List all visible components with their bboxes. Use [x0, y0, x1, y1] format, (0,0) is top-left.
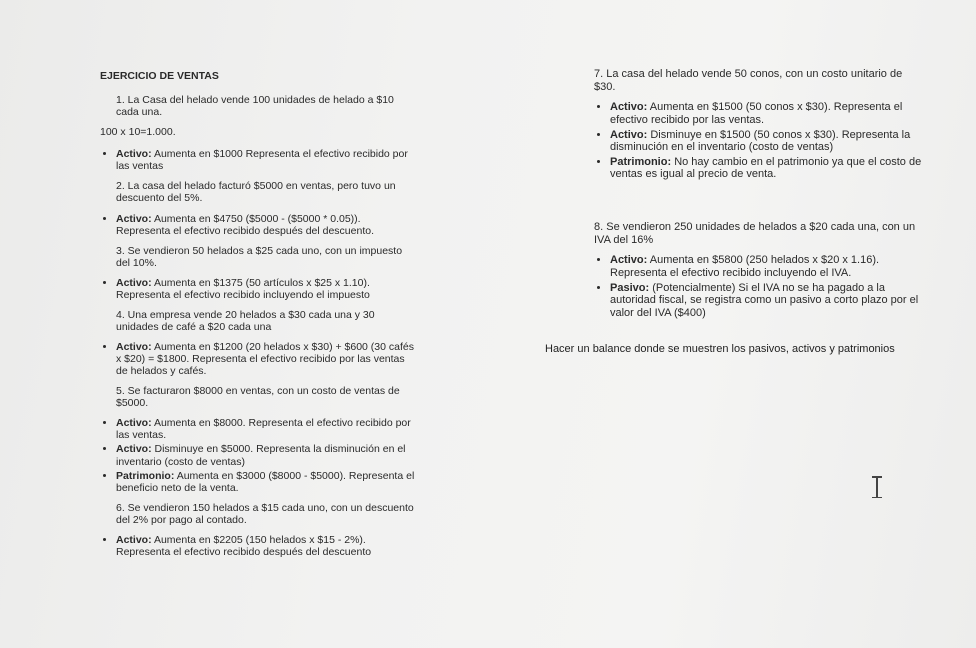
- bullet-text: No hay cambio en el patrimonio ya que el costo de ventas es igual al precio de venta.: [610, 155, 922, 181]
- exercise-5: [100, 385, 416, 494]
- bullet-item: [610, 254, 924, 279]
- bullet-label: Activo:: [610, 128, 648, 141]
- bullet-text: Aumenta en $1375 (50 artículos x $25 x 1.10). Representa el efectivo recibido incluyendo el impuesto: [116, 276, 370, 301]
- bullet-item: [116, 341, 416, 377]
- bullet-label: Activo:: [116, 341, 152, 353]
- bullet-text: Disminuye en $1500 (50 conos x $30). Representa la disminución en el inventario (costo de ventas): [610, 128, 911, 154]
- exercise-1-bullets: [100, 148, 416, 172]
- exercise-1-formula: 100 x 10=1.000.: [100, 126, 176, 139]
- exercise-3: [100, 245, 416, 301]
- exercise-3-title: 3. Se vendieron 50 helados a $25 cada uno, con un impuesto del 10%.: [116, 244, 403, 269]
- bullet-text: Aumenta en $5800 (250 helados x $20 x 1.16). Representa el efectivo recibido incluyendo el IVA.: [610, 254, 880, 280]
- bullet-item: [116, 213, 416, 237]
- exercise-2-bullets: [100, 213, 416, 237]
- exercise-2: [100, 180, 416, 236]
- exercise-5-title: 5. Se facturaron $8000 en ventas, con un costo de ventas de $5000.: [116, 385, 400, 410]
- bullet-label: Patrimonio:: [610, 155, 672, 168]
- bullet-item: [610, 282, 924, 320]
- bullet-text: Aumenta en $1000 Representa el efectivo recibido por las ventas: [116, 148, 408, 173]
- exercise-2-title: 2. La casa del helado facturó $5000 en ventas, pero tuvo un descuento del 5%.: [116, 180, 396, 205]
- bullet-label: Activo:: [116, 148, 152, 161]
- bullet-text: Aumenta en $1500 (50 conos x $30). Representa el efectivo recibido por las ventas.: [610, 101, 903, 126]
- exercise-1: [100, 94, 416, 172]
- bullet-label: Activo:: [116, 533, 152, 546]
- exercise-6: [100, 502, 416, 558]
- text-cursor-icon: [872, 476, 882, 498]
- bullet-text: Aumenta en $1200 (20 helados x $30) + $600 (30 cafés x $20) = $1800. Representa el efectivo recibido por las ventas de helados y cafés.: [116, 341, 414, 378]
- exercise-8: [594, 221, 924, 319]
- bullet-text: Aumenta en $8000. Representa el efectivo recibido por las ventas.: [116, 417, 411, 442]
- left-column: [100, 70, 416, 566]
- exercise-3-bullets: [100, 277, 416, 301]
- exercise-4: [100, 309, 416, 377]
- bullet-text: (Potencialmente) Si el IVA no se ha pagado a la autoridad fiscal, se registra como un pasivo a corto plazo por el valor del IVA ($400): [610, 281, 919, 319]
- bullet-text: Disminuye en $5000. Representa la disminución en el inventario (costo de ventas): [116, 443, 406, 468]
- bullet-text: Aumenta en $4750 ($5000 - ($5000 * 0.05)). Representa el efectivo recibido después del descuento.: [116, 212, 374, 237]
- bullet-item: [116, 277, 416, 301]
- bullet-text: Aumenta en $3000 ($8000 - $5000). Representa el beneficio neto de la venta.: [116, 469, 415, 494]
- exercise-8-bullets: [594, 254, 924, 319]
- bullet-item: [116, 534, 416, 558]
- bullet-label: Patrimonio:: [116, 469, 175, 482]
- exercise-4-bullets: [100, 341, 416, 377]
- bullet-label: Activo:: [610, 254, 648, 267]
- bullet-item: [116, 443, 416, 467]
- exercise-5-bullets: [100, 417, 416, 493]
- balance-instruction: Hacer un balance donde se muestren los pasivos, activos y patrimonios: [545, 343, 895, 355]
- exercise-7-bullets: [594, 101, 924, 181]
- bullet-item: [116, 417, 416, 441]
- bullet-label: Pasivo:: [610, 281, 650, 294]
- exercise-7-title: 7. La casa del helado vende 50 conos, con un costo unitario de $30.: [594, 68, 903, 93]
- page-title: EJERCICIO DE VENTAS: [100, 70, 219, 82]
- bullet-item: [610, 101, 924, 126]
- bullet-item: [116, 470, 416, 494]
- bullet-label: Activo:: [116, 417, 152, 430]
- right-column: [594, 68, 924, 328]
- exercise-7: [594, 68, 924, 181]
- bullet-item: [610, 129, 924, 154]
- bullet-label: Activo:: [116, 443, 152, 456]
- exercise-6-title: 6. Se vendieron 150 helados a $15 cada uno, con un descuento del 2% por pago al contado.: [116, 501, 414, 526]
- bullet-label: Activo:: [116, 276, 152, 289]
- exercise-8-title: 8. Se vendieron 250 unidades de helados a $20 cada una, con un IVA del 16%: [594, 221, 916, 246]
- exercise-1-title: 1. La Casa del helado vende 100 unidades de helado a $10 cada una.: [116, 94, 394, 119]
- bullet-item: [610, 156, 924, 181]
- bullet-item: [116, 148, 416, 172]
- exercise-6-bullets: [100, 534, 416, 558]
- bullet-label: Activo:: [116, 212, 152, 225]
- bullet-label: Activo:: [610, 101, 648, 114]
- bullet-text: Aumenta en $2205 (150 helados x $15 - 2%). Representa el efectivo recibido después del descuento: [116, 533, 372, 558]
- exercise-4-title: 4. Una empresa vende 20 helados a $30 cada una y 30 unidades de café a $20 cada una: [116, 308, 375, 333]
